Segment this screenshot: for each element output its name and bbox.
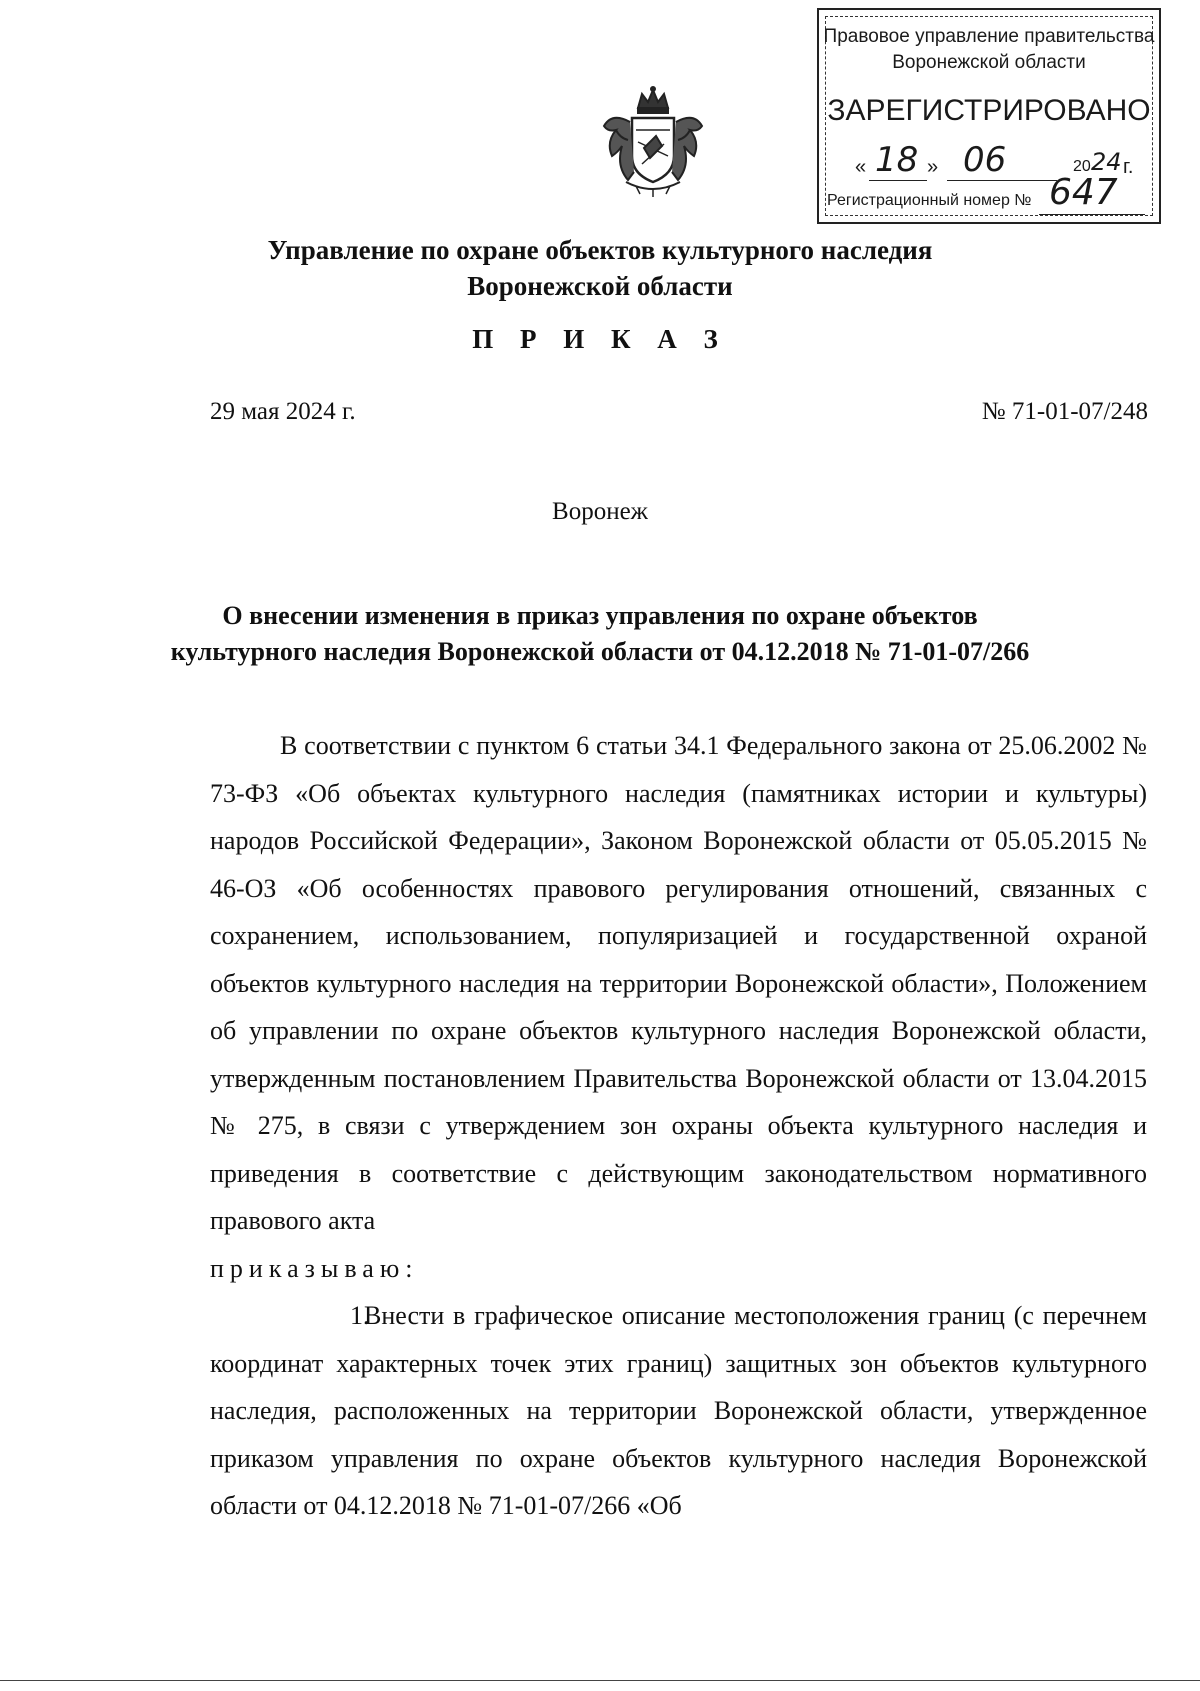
stamp-year-suffix: 24 [1091, 148, 1122, 176]
document-body [210, 722, 1147, 1530]
stamp-reg-label: Регистрационный номер № [827, 192, 1032, 209]
document-city: Воронеж [552, 498, 648, 525]
document-number: № 71-01-07/248 [981, 398, 1148, 425]
stamp-day: 18 [875, 140, 919, 180]
stamp-reg-line [1039, 214, 1145, 215]
organization-name [0, 232, 1200, 304]
coat-of-arms-icon [598, 86, 708, 198]
stamp-quote-close: » [927, 156, 939, 178]
document-type: П Р И К А З [472, 324, 728, 354]
stamp-month: 06 [963, 140, 1007, 180]
stamp-month-line [947, 180, 1057, 181]
document-subject [0, 598, 1200, 670]
subject-line1: О внесении изменения в приказ управления по охране объектов [222, 601, 978, 630]
subject-line2: культурного наследия Воронежской области от 04.12.2018 № 71-01-07/266 [170, 637, 1030, 666]
item-1-number: 1. [350, 1301, 370, 1330]
organization-line1: Управление по охране объектов культурного наследия [267, 235, 933, 265]
stamp-organization [819, 24, 1159, 76]
document-date: 29 мая 2024 г. [210, 398, 356, 425]
stamp-status: ЗАРЕГИСТРИРОВАНО [827, 94, 1151, 127]
organization-line2: Воронежской области [467, 271, 733, 301]
page-bottom-rule [0, 1680, 1200, 1681]
item-1-paragraph [210, 1292, 1147, 1530]
stamp-year-prefix: 20 [1073, 158, 1091, 175]
stamp-org-line1: Правовое управление правительства [823, 26, 1155, 47]
item-1-text: Внести в графическое описание местоположения границ (с перечнем координат характерных точек этих границ) защитных зон объектов культурного наследия, расположенных на территории Воронежской области, утвержденное приказом управления по охране объектов культурного наследия Воронежской области от 04.12.2018 № 71-01-07/266 «Об [210, 1301, 1147, 1520]
order-word: приказываю: [210, 1253, 419, 1283]
stamp-org-line2: Воронежской области [892, 52, 1086, 73]
preamble-paragraph: В соответствии с пунктом 6 статьи 34.1 Федерального закона от 25.06.2002 № 73-ФЗ «Об объектах культурного наследия (памятниках истории и культуры) народов Российской Федерации», Законом Воронежской области от 05.05.2015 № 46-ОЗ «Об особенностях правового регулирования отношений, связанных с сохранением, использованием, популяризацией и государственной охраной объектов культурного наследия на территории Воронежской области», Положением об управлении по охране объектов культурного наследия Воронежской области, утвержденным постановлением Правительства Воронежской области от 13.04.2015 № 275, в связи с утверждением зон охраны объекта культурного наследия и приведения в соответствие с действующим законодательством нормативного правового акта [210, 731, 1147, 1235]
stamp-day-line [869, 180, 927, 181]
registration-stamp [817, 8, 1161, 224]
stamp-registration-number [827, 172, 1151, 213]
stamp-reg-number: 647 [1049, 172, 1118, 213]
stamp-quote-open: « [855, 156, 867, 178]
stamp-year-unit: г. [1123, 156, 1134, 178]
